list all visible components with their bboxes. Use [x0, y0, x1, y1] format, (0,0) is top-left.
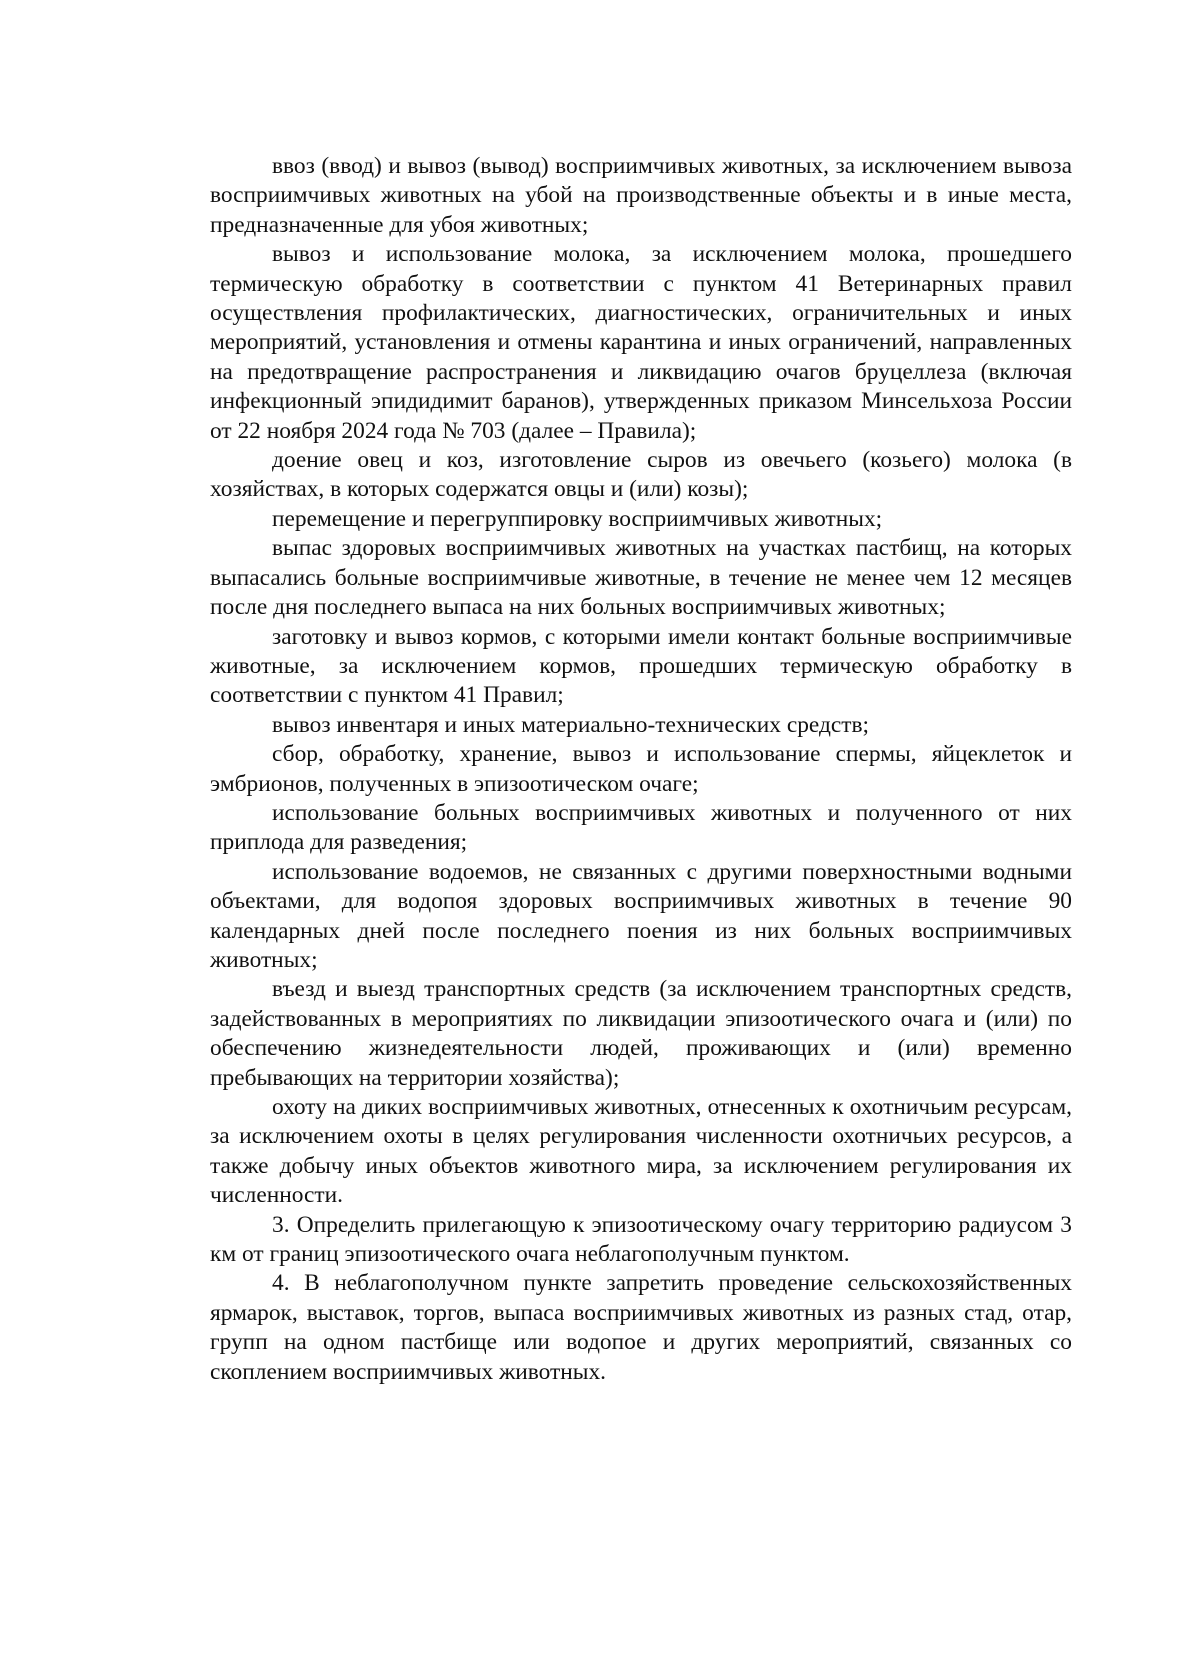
paragraph-breeding-ban: использование больных восприимчивых животных и полученного от них приплода для разведения; — [210, 799, 1072, 856]
document-body — [210, 152, 1072, 1387]
paragraph-import-export-ban: ввоз (ввод) и вывоз (вывод) восприимчивых животных, за исключением вывоза восприимчивых животных на убой на производственные объекты и в иные места, предназначенные для убоя животных; — [210, 153, 1072, 238]
paragraph-sperm-embryo-ban: сбор, обработку, хранение, вывоз и использование спермы, яйцеклеток и эмбрионов, полученных в эпизоотическом очаге; — [210, 741, 1072, 797]
paragraph-hunting-ban: охоту на диких восприимчивых животных, отнесенных к охотничьим ресурсам, за исключением охоты в целях регулирования численности охотничьих ресурсов, а также добычу иных объектов животного мира, за исключением регулирования их численности. — [210, 1094, 1072, 1209]
paragraph-equipment-ban: вывоз инвентаря и иных материально-технических средств; — [272, 711, 870, 738]
paragraph-regrouping-ban: перемещение и перегруппировку восприимчивых животных; — [272, 505, 883, 532]
paragraph-transport-ban: въезд и выезд транспортных средств (за исключением транспортных средств, задействованных в мероприятиях по ликвидации эпизоотического очага и (или) по обеспечению жизнедеятельности людей, проживающих и (или) временно пребывающих на территории хозяйства); — [210, 976, 1072, 1091]
paragraph-item-3: 3. Определить прилегающую к эпизоотическому очагу территорию радиусом 3 км от границ эпизоотического очага неблагополучным пунктом. — [210, 1211, 1072, 1268]
paragraph-milk-ban: вывоз и использование молока, за исключением молока, прошедшего термическую обработку в соответствии с пунктом 41 Ветеринарных правил осуществления профилактических, диагностических, ограничительных и иных мероприятий, установления и отмены карантина и иных ограничений, направленных на предотвращение распространения и ликвидацию очагов бруцеллеза (включая инфекционный эпидидимит баранов), утвержденных приказом Минсельхоза России от 22 ноября 2024 года № 703 (далее – Правила); — [210, 241, 1072, 444]
paragraph-feed-ban: заготовку и вывоз кормов, с которыми имели контакт больные восприимчивые животные, за исключением кормов, прошедших термическую обработку в соответствии с пунктом 41 Правил; — [210, 623, 1072, 709]
paragraph-milking-ban: доение овец и коз, изготовление сыров из овечьего (козьего) молока (в хозяйствах, в которых содержатся овцы и (или) козы); — [210, 447, 1072, 503]
paragraph-grazing-ban: выпас здоровых восприимчивых животных на участках пастбищ, на которых выпасались больные восприимчивые животные, в течение не менее чем 12 месяцев после дня последнего выпаса на них больных восприимчивых животных; — [210, 535, 1072, 621]
paragraph-water-ban: использование водоемов, не связанных с другими поверхностными водными объектами, для водопоя здоровых восприимчивых животных в течение 90 календарных дней после последнего поения из них больных восприимчивых животных; — [210, 858, 1072, 973]
paragraph-item-4: 4. В неблагополучном пункте запретить проведение сельскохозяйственных ярмарок, выставок, торгов, выпаса восприимчивых животных из разных стад, отар, групп на одном пастбище или водопое и других мероприятий, связанных со скоплением восприимчивых животных. — [210, 1270, 1072, 1385]
